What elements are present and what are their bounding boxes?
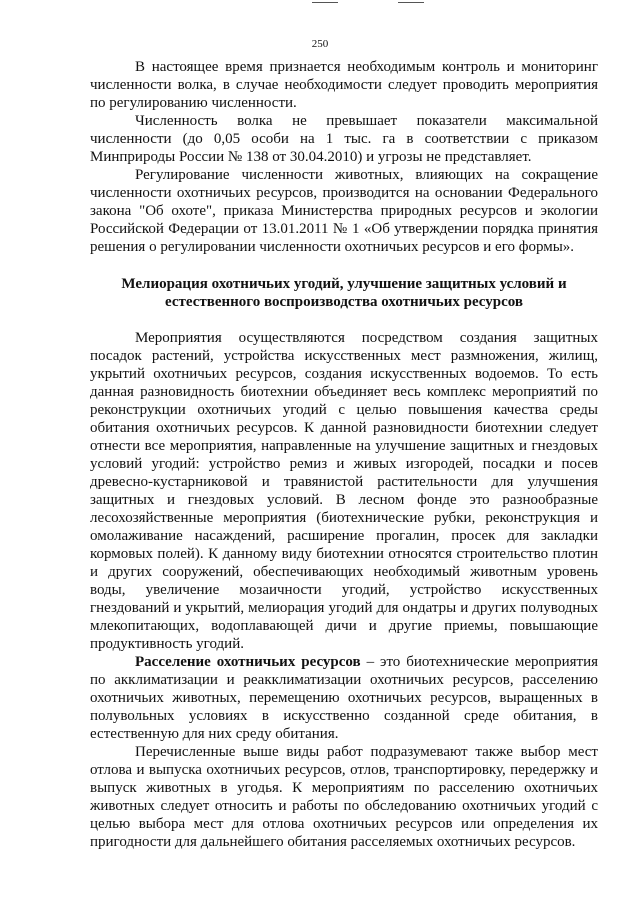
scan-edge-line-right: [398, 2, 424, 3]
paragraph-resettlement: [90, 653, 598, 743]
section-heading-line1: Мелиорация охотничьих угодий, улучшение защитных условий и: [121, 276, 567, 292]
section-heading: [90, 275, 598, 311]
paragraph-wolf-population: Численность волка не превышает показатели максимальной численности (до 0,05 особи на 1 тыс. га в соответствии с приказом Минприроды России № 138 от 30.04.2010) и угрозы не представляет.: [90, 113, 598, 165]
paragraph-regulation: Регулирование численности животных, влияющих на сокращение численности охотничьих ресурсов, производится на основании Федерального закона "Об охоте", приказа Министерства природных ресурсов и экологии Российской Федерации от 13.01.2011 № 1 «Об утверждении порядка принятия решения о регулировании численности охотничьих ресурсов и его формы».: [90, 167, 598, 255]
scan-edge-line-left: [312, 2, 338, 3]
page-number: 250: [311, 38, 329, 50]
resettlement-term: Расселение охотничьих ресурсов: [135, 654, 361, 670]
resettlement-definition: – это биотехнические мероприятия по акклиматизации и реакклиматизации охотничьих ресурсов, расселению охотничьих животных, перемещению охотничьих ресурсов, выращенных в полувольных условиях в искусственно созданной среде обитания, в естественную для них среду обитания.: [90, 654, 598, 742]
section-heading-line2: естественного воспроизводства охотничьих ресурсов: [165, 294, 523, 310]
paragraph-melioration: Мероприятия осуществляются посредством создания защитных посадок растений, устройства искусственных мест размножения, жилищ, укрытий охотничьих ресурсов, создания искусственных водоемов. То есть данная разновидность биотехнии объединяет весь комплекс мероприятий по реконструкции охотничьих угодий с целью повышения качества среды обитания охотничьих ресурсов. К данной разновидности биотехнии следует отнести все мероприятия, направленные на улучшение защитных и гнездовых условий угодий: устройство ремиз и живых изгородей, посадки и посев древесно-кустарниковой и травянистой растительности для улучшения защитных и гнездовых условий. В лесном фонде это разнообразные лесохозяйственные мероприятия (биотехнические рубки, реконструкция и омолаживание насаждений, расширение прогалин, просек для закладки кормовых полей). К данному виду биотехнии относятся строительство плотин и других сооружений, обеспечивающих необходимый животным уровень воды, увеличение мозаичности угодий, устройство искусственных гнездований и укрытий, мелиорация угодий для ондатры и других полуводных млекопитающих, водоплавающей дичи и другие приемы, повышающие продуктивность угодий.: [90, 330, 598, 652]
paragraph-wolf-monitoring: В настоящее время признается необходимым контроль и мониторинг численности волка, в случае необходимости следует проводить мероприятия по регулированию численности.: [90, 59, 598, 111]
page-body: [90, 58, 598, 851]
paragraph-capture-release: Перечисленные выше виды работ подразумевают также выбор мест отлова и выпуска охотничьих ресурсов, отлов, транспортировку, передержку и выпуск животных в угодья. К мероприятиям по расселению охотничьих животных следует относить и работы по обследованию охотничьих угодий с целью выбора мест для отлова охотничьих ресурсов или определения их пригодности для дальнейшего обитания расселяемых охотничьих ресурсов.: [90, 744, 598, 850]
